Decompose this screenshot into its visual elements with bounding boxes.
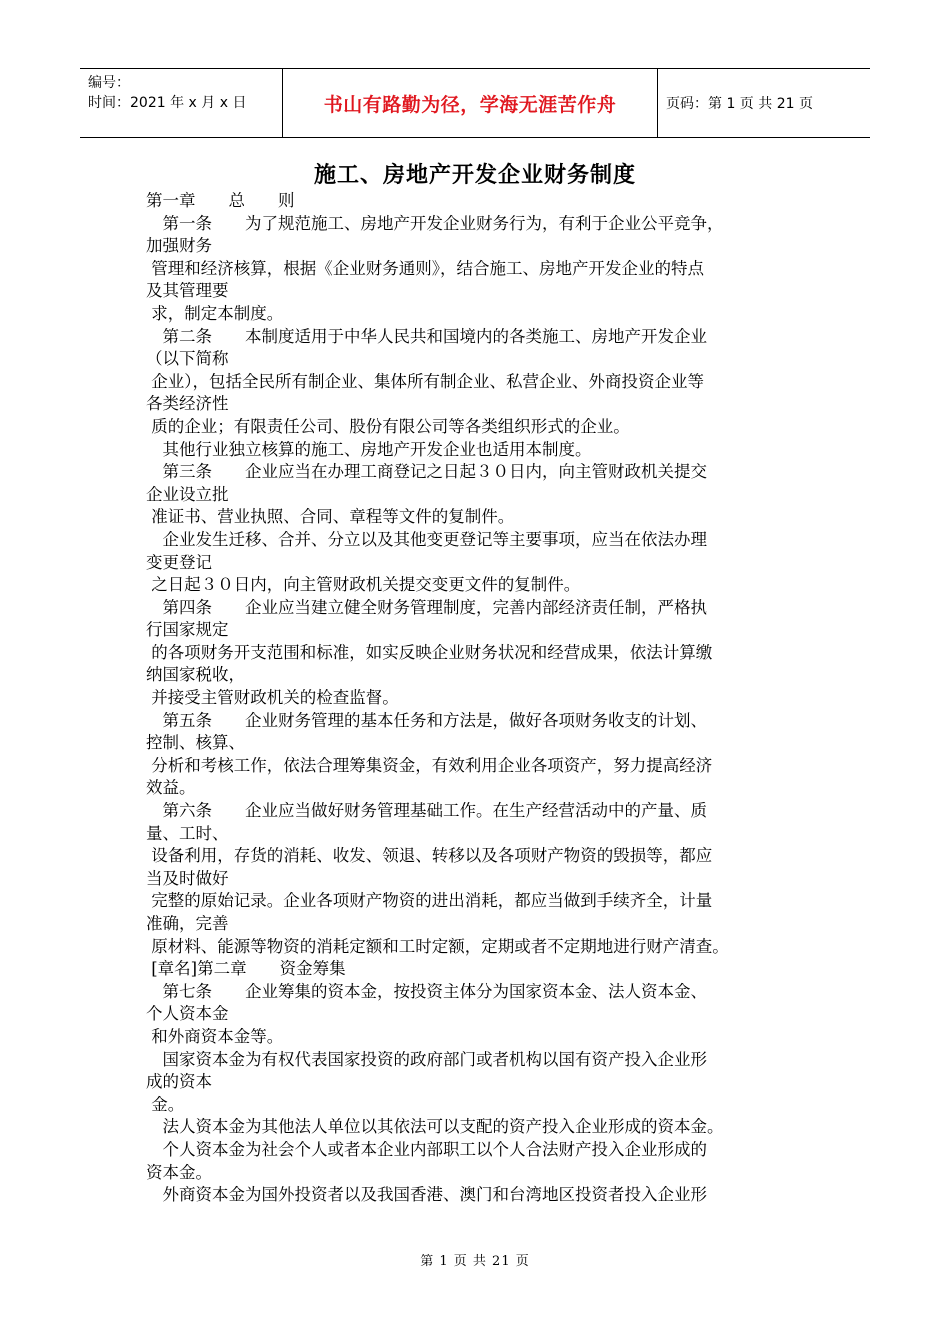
body-line: 完整的原始记录。企业各项财产物资的进出消耗，都应当做到手续齐全，计量	[146, 891, 713, 911]
time-label: 时间：2021 年 x 月 x 日	[88, 95, 247, 111]
body-line: 行国家规定	[146, 620, 229, 640]
body-line: 及其管理要	[146, 281, 229, 301]
body-line: 企业），包括全民所有制企业、集体所有制企业、私营企业、外商投资企业等	[146, 371, 704, 391]
body-line: 法人资本金为其他法人单位以其依法可以支配的资产投入企业形成的资本金。	[146, 1117, 724, 1137]
body-line: 其他行业独立核算的施工、房地产开发企业也适用本制度。	[146, 439, 592, 459]
body-line: 准证书、营业执照、合同、章程等文件的复制件。	[146, 507, 515, 527]
document-body	[146, 190, 826, 1207]
document-title: 施工、房地产开发企业财务制度	[313, 162, 636, 188]
body-line: 当及时做好	[146, 868, 229, 888]
body-line: 质的企业；有限责任公司、股份有限公司等各类组织形式的企业。	[146, 416, 630, 436]
body-line: 个人资本金为社会个人或者本企业内部职工以个人合法财产投入企业形成的	[146, 1139, 707, 1159]
body-line: 控制、核算、	[146, 733, 245, 753]
body-line: 原材料、能源等物资的消耗定额和工时定额，定期或者不定期地进行财产清查。	[146, 936, 729, 956]
body-line: 设备利用，存货的消耗、收发、领退、转移以及各项财产物资的毁损等，都应	[146, 846, 713, 866]
body-line: 成的资本	[146, 1072, 212, 1092]
body-line: 第一章 总 则	[146, 191, 295, 210]
body-line: 求，制定本制度。	[146, 303, 284, 323]
body-line: 第一条 为了规范施工、房地产开发企业财务行为，有利于企业公平竞争，	[146, 213, 724, 233]
body-line: 企业发生迁移、合并、分立以及其他变更登记等主要事项，应当在依法办理	[146, 529, 707, 549]
body-line: 国家资本金为有权代表国家投资的政府部门或者机构以国有资产投入企业形	[146, 1049, 707, 1069]
body-line: 个人资本金	[146, 1004, 229, 1024]
body-line: 各类经济性	[146, 394, 229, 414]
body-line: 分析和考核工作，依法合理筹集资金，有效利用企业各项资产，努力提高经济	[146, 755, 713, 775]
body-line: 并接受主管财政机关的检查监督。	[146, 688, 399, 708]
body-line: 纳国家税收，	[146, 665, 245, 685]
number-label: 编号：	[88, 75, 130, 91]
header-page-cell	[658, 69, 870, 137]
body-line: 金。	[146, 1094, 185, 1114]
page-label: 页码：第 1 页 共 21 页	[666, 96, 813, 112]
body-line: 第四条 企业应当建立健全财务管理制度，完善内部经济责任制，严格执	[146, 597, 707, 617]
page-footer: 第 1 页 共 21 页	[420, 1254, 530, 1269]
body-line: 资本金。	[146, 1162, 212, 1182]
body-line: 第七条 企业筹集的资本金，按投资主体分为国家资本金、法人资本金、	[146, 981, 707, 1001]
header-meta	[80, 69, 282, 137]
body-line: 准确，完善	[146, 914, 229, 933]
body-line: [章名]第二章 资金筹集	[146, 959, 346, 979]
body-line: 第三条 企业应当在办理工商登记之日起３０日内，向主管财政机关提交	[146, 462, 707, 482]
body-line: 管理和经济核算，根据《企业财务通则》，结合施工、房地产开发企业的特点	[146, 258, 704, 278]
body-line: 第二条 本制度适用于中华人民共和国境内的各类施工、房地产开发企业	[146, 326, 707, 346]
header-table	[80, 68, 870, 138]
motto-text: 书山有路勤为径，学海无涯苦作舟	[323, 93, 617, 116]
body-line: 的各项财务开支范围和标准，如实反映企业财务状况和经营成果，依法计算缴	[146, 642, 713, 662]
header-motto-cell	[282, 69, 658, 137]
body-line: 量、工时、	[146, 823, 229, 843]
body-line: （以下简称	[146, 349, 229, 369]
body-line: 效益。	[146, 778, 196, 798]
body-line: 变更登记	[146, 552, 212, 572]
body-line: 第六条 企业应当做好财务管理基础工作。在生产经营活动中的产量、质	[146, 801, 707, 821]
body-line: 第五条 企业财务管理的基本任务和方法是，做好各项财务收支的计划、	[146, 710, 707, 730]
body-line: 之日起３０日内，向主管财政机关提交变更文件的复制件。	[146, 575, 581, 595]
body-line: 外商资本金为国外投资者以及我国香港、澳门和台湾地区投资者投入企业形	[146, 1185, 707, 1205]
body-line: 企业设立批	[146, 484, 229, 504]
body-line: 加强财务	[146, 236, 212, 256]
body-line: 和外商资本金等。	[146, 1026, 284, 1046]
